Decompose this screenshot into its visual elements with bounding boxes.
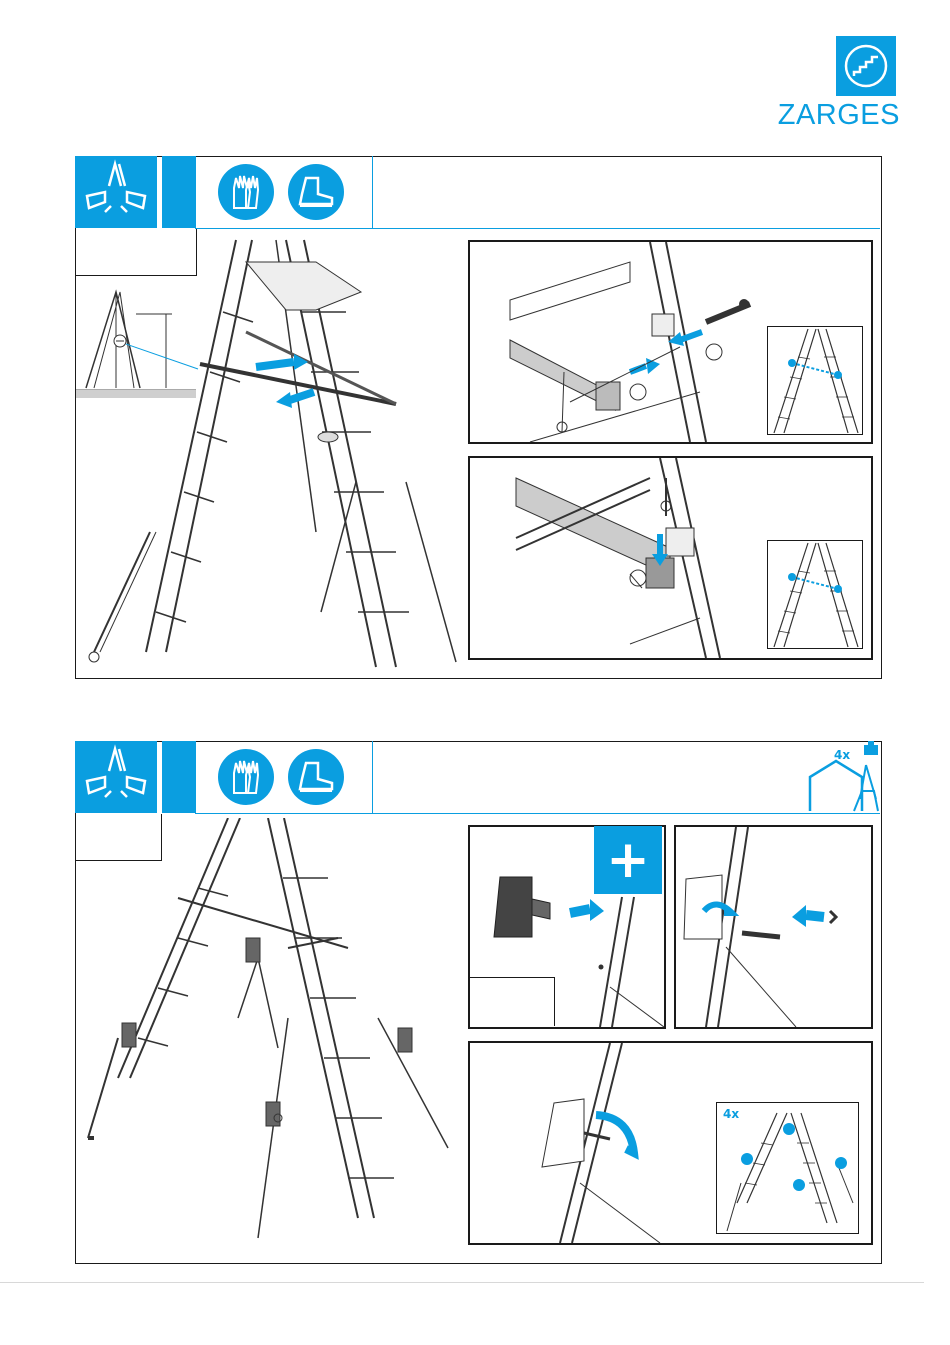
overview-count-label: 4x [723,1107,740,1121]
plus-symbol: + [606,830,650,890]
header-left-rule [195,156,196,228]
header-rule [372,741,373,813]
header-rule [372,156,373,228]
safety-boot-icon [288,749,344,805]
safety-boot-icon [288,164,344,220]
stabilizer-overview-thumb [716,1102,859,1234]
gloves-icon [218,164,274,220]
bolt-stabilizer-detail [674,825,873,1029]
page-footer-rule [0,1282,924,1283]
brand-name: ZARGES [777,99,900,131]
ladder-spread-icon [75,741,157,813]
header-bottom-rule [195,228,880,229]
header-divider [162,156,195,228]
brand-logo-mark [836,36,896,96]
ladder-overview-thumb-1 [767,326,863,435]
ladder-spread-icon [75,156,157,228]
ladder-stabilizer-illustration [78,818,458,1254]
ladder-overview-thumb-2 [767,540,863,649]
weight-count-badge: 4x [834,748,851,762]
header-divider [162,741,195,813]
stairs-icon [836,36,896,96]
add-symbol-box [594,826,662,894]
header-bottom-rule [195,813,880,814]
ladder-assembly-illustration [76,232,466,672]
gloves-icon [218,749,274,805]
detail-label-box [470,977,555,1026]
header-left-rule [195,741,196,813]
